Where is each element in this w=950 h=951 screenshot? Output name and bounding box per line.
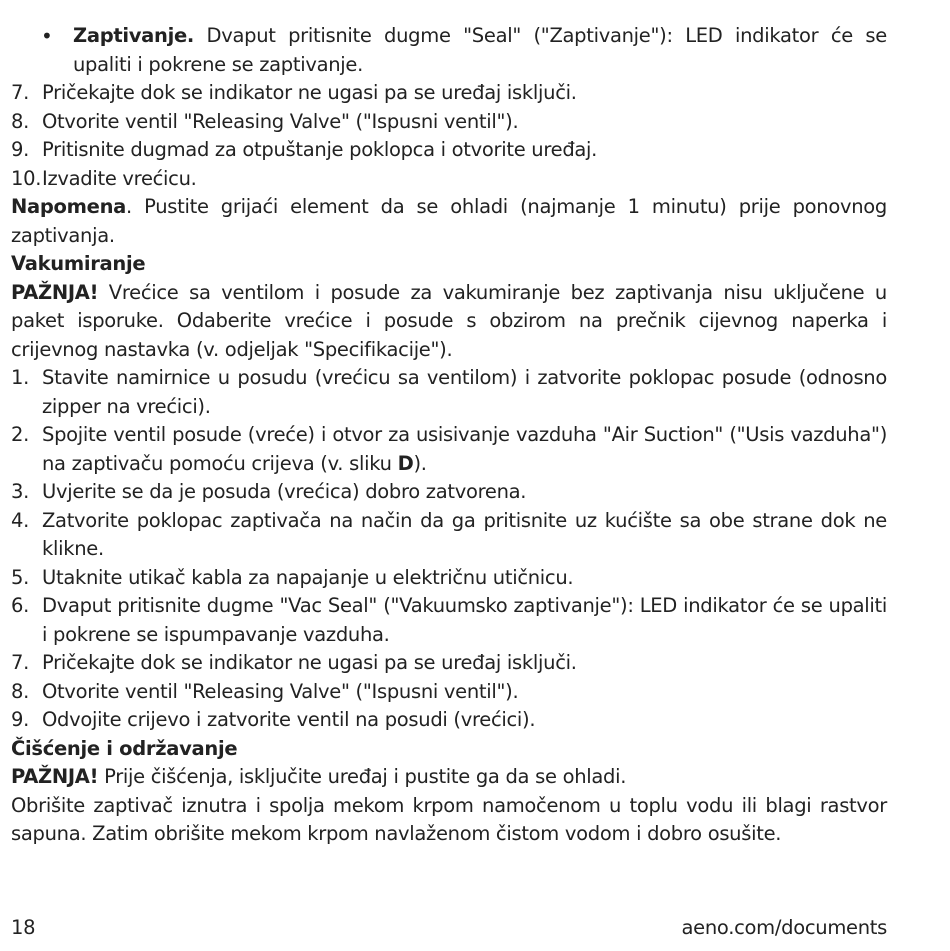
- section-heading-vakumiranje: Vakumiranje: [11, 252, 146, 275]
- list-item: [11, 421, 887, 478]
- list-item: [11, 706, 887, 735]
- note-text: . Pustite grijaći element da se ohladi (najmanje 1 minutu) prije ponovnog zaptivanja.: [11, 195, 887, 247]
- item-text: [42, 421, 887, 478]
- page-number: 18: [11, 916, 36, 939]
- note-paragraph: [11, 193, 887, 250]
- item-text: Otvorite ventil "Releasing Valve" ("Ispusni ventil").: [42, 679, 519, 703]
- list-item: [11, 564, 887, 593]
- steps-list-vakum: [11, 364, 887, 735]
- item-text: Dvaput pritisnite dugme "Vac Seal" ("Vakuumsko zaptivanje"): LED indikator će se upaliti i pokrene se ispumpavanje vazduha.: [42, 594, 887, 646]
- cleaning-paragraph: Obrišite zaptivač iznutra i spolja mekom krpom namočenom u toplu vodu ili blagi rastvor sapuna. Zatim obrišite mekom krpom navlaženom čistom vodom i dobro osušite.: [11, 793, 887, 845]
- list-item: [11, 592, 887, 649]
- item-number: 8.: [11, 109, 30, 133]
- steps-list-seal: [11, 79, 887, 193]
- warning-text: Vrećice sa ventilom i posude za vakumiranje bez zaptivanja nisu uključene u paket isporuke. Odaberite vrećice i posude s obzirom na prečnik cijevnog naperka i crijevnog nastavka (v. odjeljak "Specifikacije").: [11, 280, 887, 361]
- item-number: 1.: [11, 366, 30, 389]
- warning-label: PAŽNJA!: [11, 280, 99, 304]
- item-text: Zatvorite poklopac zaptivača na način da ga pritisnite uz kućište sa obe strane dok ne klikne.: [42, 508, 887, 560]
- bullet-bold: Zaptivanje.: [73, 24, 195, 47]
- item-text-start: Spojite ventil posude (vreće) i otvor za usisivanje vazduha "Air Suction" ("Usis vazduha") na zaptivaču pomoću crijeva (v. sliku: [42, 423, 887, 475]
- item-text: Odvojite crijevo i zatvorite ventil na posudi (vrećici).: [42, 708, 536, 731]
- item-text: Pritisnite dugmad za otpuštanje poklopca i otvorite uređaj.: [42, 138, 598, 161]
- item-number: 2.: [11, 423, 30, 446]
- item-number: 7.: [11, 81, 30, 104]
- item-text: Stavite namirnice u posudu (vrećicu sa ventilom) i zatvorite poklopac posude (odnosno zipper na vrećici).: [42, 366, 887, 418]
- item-number: 10.: [11, 166, 42, 190]
- item-number: 4.: [11, 508, 30, 532]
- list-item: [11, 136, 887, 165]
- item-number: 5.: [11, 565, 30, 589]
- bullet-text: [73, 22, 887, 79]
- item-number: 3.: [11, 480, 30, 503]
- item-text-end: ).: [413, 451, 427, 475]
- section-heading-cleaning: Čišćenje i održavanje: [11, 736, 238, 760]
- list-item: [11, 364, 887, 421]
- bullet-body: Dvaput pritisnite dugme "Seal" ("Zaptivanje"): LED indikator će se upaliti i pokrene se zaptivanje.: [73, 24, 887, 76]
- list-item: [11, 649, 887, 678]
- list-item: [11, 79, 887, 108]
- item-text: Uvjerite se da je posuda (vrećica) dobro zatvorena.: [42, 480, 527, 503]
- item-text: Pričekajte dok se indikator ne ugasi pa se uređaj isključi.: [42, 81, 577, 104]
- list-item: [11, 478, 887, 507]
- list-item: [11, 108, 887, 137]
- item-number: 6.: [11, 594, 30, 617]
- warning-label: PAŽNJA!: [11, 765, 99, 788]
- figure-ref: D: [397, 451, 414, 475]
- footer-url: aeno.com/documents: [681, 916, 887, 939]
- list-item: [11, 165, 887, 194]
- warning-text: Prije čišćenja, isključite uređaj i pustite ga da se ohladi.: [98, 765, 627, 788]
- warning-paragraph-cleaning: [11, 763, 887, 792]
- item-number: 9.: [11, 708, 30, 731]
- bullet-marker: •: [41, 24, 53, 48]
- warning-paragraph-vakum: [11, 279, 887, 365]
- note-label: Napomena: [11, 195, 127, 218]
- item-text: Pričekajte dok se indikator ne ugasi pa se uređaj isključi.: [42, 651, 577, 674]
- item-text: Izvadite vrećicu.: [42, 166, 197, 190]
- item-text: Utaknite utikač kabla za napajanje u električnu utičnicu.: [42, 565, 574, 589]
- list-item: [11, 678, 887, 707]
- page-footer: [11, 914, 887, 943]
- item-number: 7.: [11, 651, 30, 674]
- document-body: [11, 22, 887, 849]
- item-number: 8.: [11, 679, 30, 703]
- list-item: [11, 507, 887, 564]
- item-text: Otvorite ventil "Releasing Valve" ("Ispusni ventil").: [42, 109, 519, 133]
- bullet-item-seal: [11, 22, 887, 79]
- item-number: 9.: [11, 138, 30, 161]
